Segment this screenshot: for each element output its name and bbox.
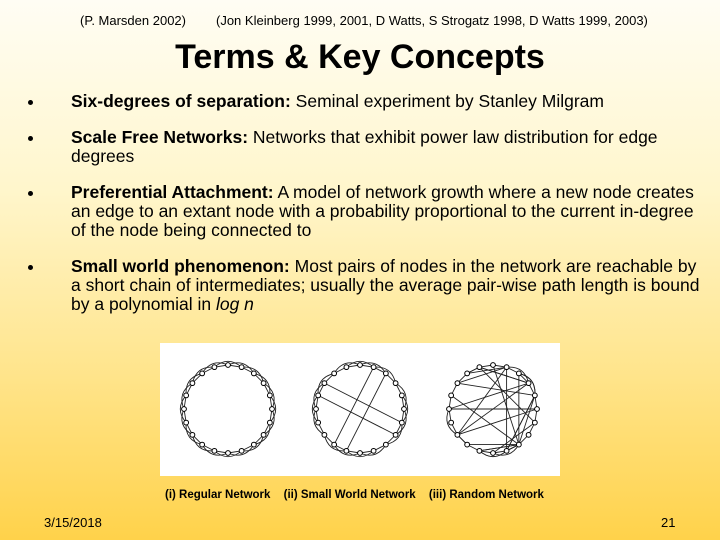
bullet-dot-icon	[28, 136, 33, 141]
caption-random: (iii) Random Network	[428, 489, 544, 501]
regular-network-node	[251, 371, 256, 376]
small-world-network-node	[358, 451, 363, 456]
regular-network-node	[200, 442, 205, 447]
small-world-network-node	[344, 448, 349, 453]
random-network-node	[535, 407, 540, 412]
figure-captions	[165, 489, 554, 501]
random-network-node	[477, 365, 482, 370]
random-network-node	[532, 393, 537, 398]
regular-network-node	[182, 407, 187, 412]
bullet-term: Preferential Attachment:	[71, 182, 274, 202]
small-world-network-edge	[324, 383, 401, 422]
small-world-network-edge	[334, 367, 373, 444]
regular-network-node	[212, 448, 217, 453]
small-world-network-node	[383, 371, 388, 376]
random-network-node	[455, 381, 460, 386]
small-world-network-node	[358, 363, 363, 368]
regular-network-node	[267, 393, 272, 398]
small-world-network-node	[371, 448, 376, 453]
random-network-node	[516, 442, 521, 447]
random-network-node	[526, 381, 531, 386]
random-network-node	[504, 365, 509, 370]
random-network-edge	[493, 423, 535, 453]
bullet-scale-free	[25, 128, 705, 166]
random-network-edge	[479, 367, 534, 422]
bullet-text: Most pairs of nodes in the network are reachable by a short chain of intermediates; usually the average pair-wise path length is bound by a polynomial in	[71, 256, 700, 314]
regular-network-node	[239, 365, 244, 370]
caption-small-world: (ii) Small World Network	[283, 489, 416, 501]
citation-kleinberg-watts: (Jon Kleinberg 1999, 2001, D Watts, S Strogatz 1998, D Watts 1999, 2003)	[216, 13, 648, 28]
slide-number: 21	[661, 515, 676, 530]
random-network-node	[465, 442, 470, 447]
citation-marsden: (P. Marsden 2002)	[80, 13, 186, 28]
small-world-network-node	[314, 407, 319, 412]
small-world-network-node	[393, 432, 398, 437]
small-world-network-node	[344, 365, 349, 370]
regular-network-node	[190, 432, 195, 437]
random-network-node	[526, 432, 531, 437]
regular-network-node	[184, 393, 189, 398]
small-world-network-node	[316, 393, 321, 398]
random-network-edge	[451, 395, 519, 444]
bullet-small-world	[25, 257, 705, 314]
bullet-term: Small world phenomenon:	[71, 256, 290, 276]
bullet-term: Six-degrees of separation:	[71, 91, 291, 111]
random-network-node	[465, 371, 470, 376]
random-network-node	[449, 420, 454, 425]
random-network-edge	[493, 365, 519, 445]
bullet-italic-term: log n	[215, 294, 254, 314]
small-world-network-node	[371, 365, 376, 370]
regular-network-node	[190, 381, 195, 386]
slide-date: 3/15/2018	[44, 515, 102, 530]
random-network-node	[455, 432, 460, 437]
slide-title: Terms & Key Concepts	[175, 38, 545, 76]
small-world-network-node	[316, 420, 321, 425]
random-network-node	[477, 448, 482, 453]
small-world-network-node	[399, 393, 404, 398]
bullet-six-degrees	[25, 92, 705, 111]
regular-network-node	[270, 407, 275, 412]
bullet-dot-icon	[28, 265, 33, 270]
regular-network-node	[261, 432, 266, 437]
bullet-dot-icon	[28, 100, 33, 105]
caption-regular: (i) Regular Network	[165, 489, 271, 501]
network-diagrams	[160, 343, 560, 476]
small-world-network-node	[393, 381, 398, 386]
small-world-network-node	[399, 420, 404, 425]
bullet-dot-icon	[28, 191, 33, 196]
random-network-node	[504, 448, 509, 453]
random-network-edge	[457, 367, 506, 435]
small-world-network-edge	[346, 373, 385, 450]
small-world-network-edge	[318, 395, 395, 434]
regular-network-node	[212, 365, 217, 370]
bullet-text: Networks that exhibit power law distribution for edge degrees	[71, 127, 658, 166]
small-world-network-node	[322, 381, 327, 386]
regular-network-node	[267, 420, 272, 425]
random-network-node	[516, 371, 521, 376]
small-world-network-node	[332, 371, 337, 376]
bullet-text: Seminal experiment by Stanley Milgram	[290, 91, 604, 111]
regular-network-node	[251, 442, 256, 447]
small-world-network-node	[322, 432, 327, 437]
regular-network-node	[184, 420, 189, 425]
random-network-node	[449, 393, 454, 398]
random-network-node	[491, 363, 496, 368]
regular-network-node	[226, 363, 231, 368]
regular-network-node	[239, 448, 244, 453]
regular-network-node	[261, 381, 266, 386]
random-network-node	[447, 407, 452, 412]
regular-network-node	[226, 451, 231, 456]
regular-network-node	[200, 371, 205, 376]
concept-list	[25, 92, 705, 331]
bullet-preferential-attachment	[25, 183, 705, 240]
bullet-text: A model of network growth where a new node creates an edge to an extant node with a probability proportional to the current in-degree of the node being connected to	[71, 182, 694, 240]
network-figure	[160, 343, 560, 476]
bullet-term: Scale Free Networks:	[71, 127, 249, 147]
random-network-node	[532, 420, 537, 425]
random-network-edge	[449, 383, 529, 409]
small-world-network-node	[332, 442, 337, 447]
random-network-node	[491, 451, 496, 456]
small-world-network-node	[383, 442, 388, 447]
small-world-network-node	[402, 407, 407, 412]
